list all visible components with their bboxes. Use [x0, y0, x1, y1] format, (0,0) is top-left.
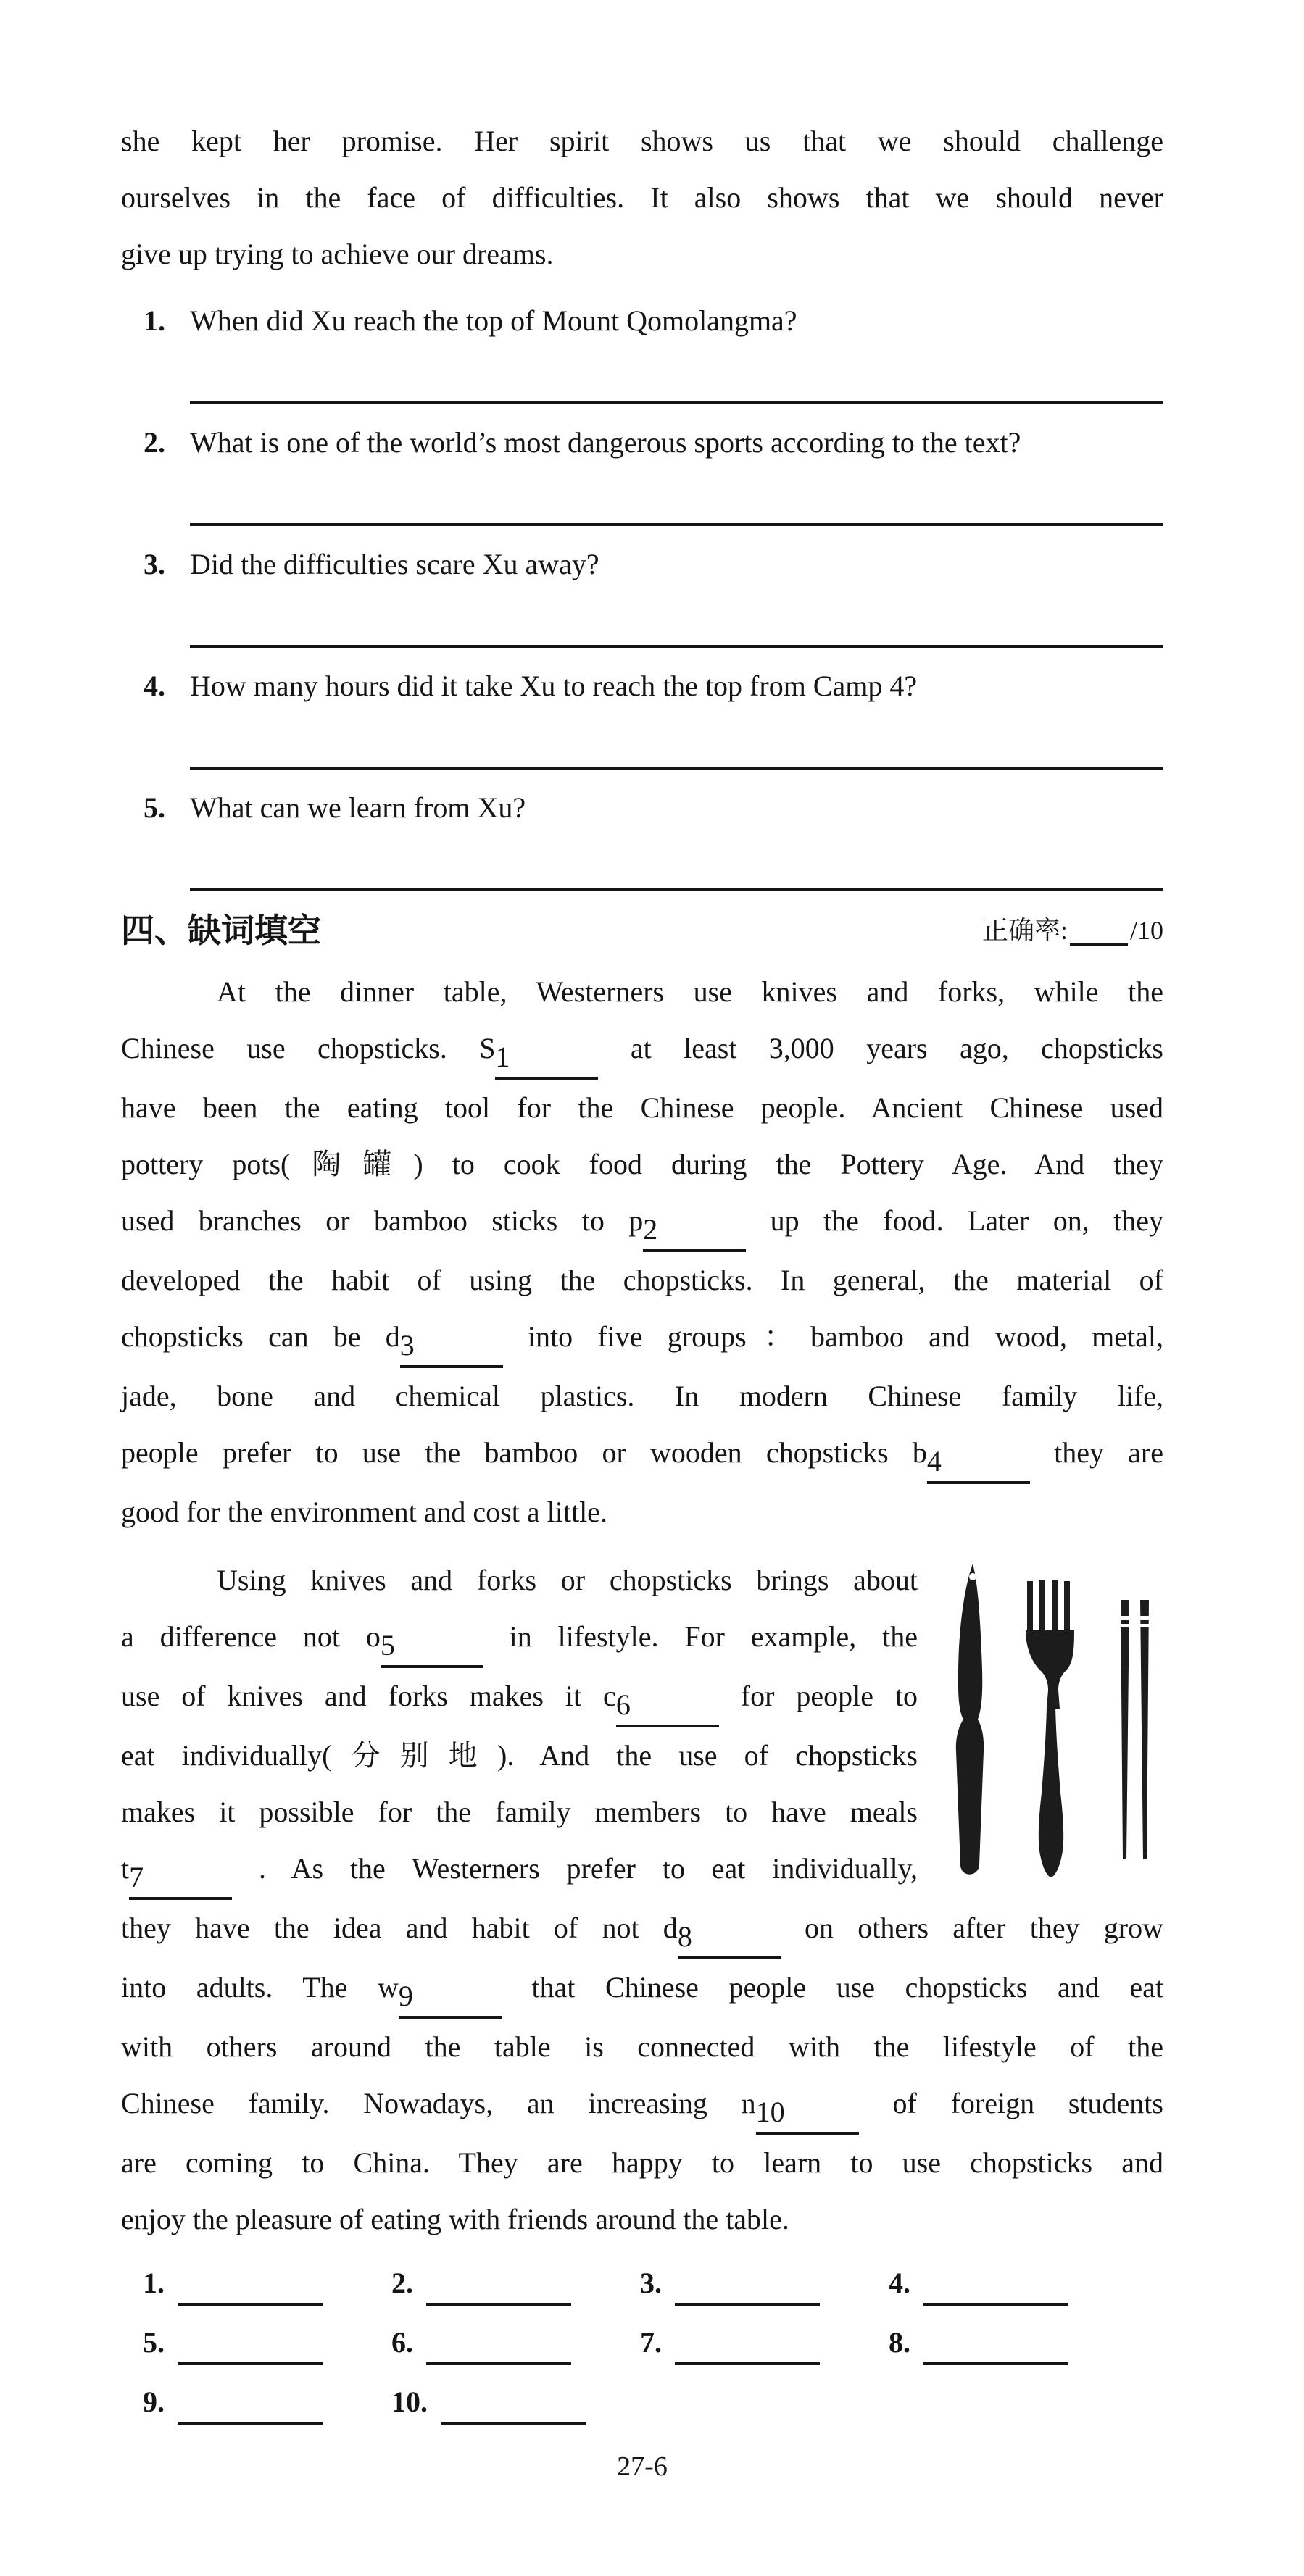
chopsticks-icon	[1120, 1600, 1150, 1859]
intro-paragraph	[121, 113, 1163, 283]
answer-number: 7.	[640, 2326, 662, 2359]
text-line	[121, 1136, 1163, 1193]
question-5	[144, 780, 1163, 836]
question-block-1	[121, 293, 1163, 404]
text-line	[121, 1193, 1163, 1252]
answer-blank	[675, 2320, 820, 2365]
answer-blank	[923, 2261, 1068, 2306]
passage-paragraph-2	[121, 1552, 1163, 2248]
question-1-text: When did Xu reach the top of Mount Qomolangma?	[190, 304, 797, 337]
cloze-blank-1: 1	[495, 1036, 598, 1080]
answer-number: 8.	[889, 2326, 910, 2359]
cloze-blank-3: 3	[400, 1325, 503, 1368]
question-block-2	[121, 414, 1163, 526]
text-run: chopsticks can be d	[121, 1320, 400, 1353]
question-5-answer-line	[190, 836, 1163, 891]
answer-number: 4.	[889, 2267, 910, 2299]
answer-item-4	[889, 2254, 1137, 2313]
text-run: that Chinese people use chopsticks and eat	[501, 1971, 1164, 2004]
answer-item-9	[143, 2372, 391, 2432]
text-run: they are	[1029, 1436, 1163, 1469]
text-run: developed the habit of using the chopsticks. In general, the material of	[121, 1264, 1163, 1296]
question-2	[144, 414, 1163, 471]
answer-item-10	[391, 2372, 640, 2432]
text-line	[121, 113, 1163, 170]
score-label: 正确率:	[981, 916, 1068, 945]
question-2-answer-line	[190, 471, 1163, 526]
answer-blank	[675, 2261, 820, 2306]
question-3-number: 3.	[144, 548, 165, 580]
text-run: they have the idea and habit of not d	[121, 1912, 678, 1944]
question-4	[144, 658, 1163, 714]
answer-number: 3.	[640, 2267, 662, 2299]
text-run: give up trying to achieve our dreams.	[121, 238, 554, 270]
answer-item-3	[640, 2254, 889, 2313]
text-run: for people to	[718, 1680, 918, 1712]
text-run: Chinese use chopsticks. S	[121, 1032, 496, 1064]
text-run: at least 3,000 years ago, chopsticks	[598, 1032, 1163, 1064]
answer-blank	[426, 2261, 571, 2306]
passage-paragraph-1	[121, 964, 1163, 1541]
text-line	[121, 2135, 1163, 2191]
question-3	[144, 536, 1163, 593]
answer-item-7	[640, 2313, 889, 2372]
text-run: . As the Westerners prefer to eat individually,	[232, 1852, 918, 1885]
text-run: use of knives and forks makes it c	[121, 1680, 616, 1712]
text-line	[121, 1484, 1163, 1541]
text-run: into five groups：bamboo and wood, metal,	[502, 1320, 1163, 1353]
question-1	[144, 293, 1163, 349]
text-line	[121, 1368, 1163, 1425]
text-run: are coming to China. They are happy to learn to use chopsticks and	[121, 2146, 1163, 2179]
answer-blank	[178, 2320, 323, 2365]
question-2-text: What is one of the world’s most dangerous sports according to the text?	[190, 426, 1021, 459]
cloze-blank-10: 10	[756, 2091, 859, 2135]
page-content	[121, 0, 1163, 2483]
cloze-blank-2: 2	[643, 1209, 746, 1252]
score-total: /10	[1129, 916, 1163, 945]
answer-blank	[441, 2380, 586, 2425]
text-run: of foreign students	[858, 2087, 1163, 2119]
answer-blank	[923, 2320, 1068, 2365]
text-run: with others around the table is connected with the lifestyle of the	[121, 2030, 1163, 2063]
text-run: on others after they grow	[780, 1912, 1164, 1944]
text-line	[121, 1309, 1163, 1368]
cutlery-illustration	[918, 1561, 1163, 1884]
cloze-blank-5: 5	[381, 1625, 483, 1668]
answer-item-6	[391, 2313, 640, 2372]
cloze-blank-7: 7	[129, 1856, 232, 1900]
text-line	[121, 2019, 1163, 2075]
text-run: pottery pots(陶罐) to cook food during the Pottery Age. And they	[121, 1148, 1163, 1180]
answer-item-5	[143, 2313, 391, 2372]
section-header	[121, 904, 1163, 952]
answer-item-2	[391, 2254, 640, 2313]
text-line	[121, 226, 1163, 283]
text-run: she kept her promise. Her spirit shows us that we should challenge	[121, 125, 1163, 157]
question-4-answer-line	[190, 714, 1163, 770]
question-1-answer-line	[190, 349, 1163, 404]
text-run: makes it possible for the family members to have meals	[121, 1796, 918, 1828]
question-3-answer-line	[190, 593, 1163, 648]
text-run: up the food. Later on, they	[746, 1204, 1163, 1237]
question-5-number: 5.	[144, 791, 165, 824]
text-run: ourselves in the face of difficulties. It also shows that we should never	[121, 181, 1163, 214]
text-line	[121, 1020, 1163, 1080]
text-line	[121, 1080, 1163, 1136]
answer-number: 2.	[391, 2267, 413, 2299]
answer-number: 6.	[391, 2326, 413, 2359]
text-line	[121, 2191, 1163, 2248]
text-run: into adults. The w	[121, 1971, 399, 2004]
answer-row	[121, 2313, 1163, 2372]
text-run: used branches or bamboo sticks to p	[121, 1204, 644, 1237]
text-run: a difference not o	[121, 1620, 381, 1653]
text-run: people prefer to use the bamboo or wooden chopsticks b	[121, 1436, 927, 1469]
question-block-4	[121, 658, 1163, 770]
text-line	[121, 1252, 1163, 1309]
text-line	[121, 964, 1163, 1020]
text-run: eat individually(分别地). And the use of chopsticks	[121, 1739, 918, 1772]
cloze-blank-6: 6	[616, 1684, 719, 1727]
question-1-number: 1.	[144, 304, 165, 337]
cloze-blank-4: 4	[927, 1441, 1030, 1484]
answer-item-1	[143, 2254, 391, 2313]
text-run: Using knives and forks or chopsticks brings about	[217, 1564, 918, 1596]
question-5-text: What can we learn from Xu?	[190, 791, 526, 824]
question-3-text: Did the difficulties scare Xu away?	[190, 548, 599, 580]
question-block-3	[121, 536, 1163, 648]
score-blank	[1070, 913, 1128, 946]
answer-number: 10.	[391, 2385, 428, 2418]
text-line	[121, 170, 1163, 226]
page-number: 27-6	[617, 2451, 668, 2482]
answer-sheet	[121, 2254, 1163, 2432]
answer-number: 9.	[143, 2385, 165, 2418]
answer-row	[121, 2254, 1163, 2313]
text-line	[121, 1900, 1163, 1959]
answer-blank	[426, 2320, 571, 2365]
answer-item-8	[889, 2313, 1137, 2372]
answer-number: 5.	[143, 2326, 165, 2359]
text-line	[121, 1959, 1163, 2019]
text-run: good for the environment and cost a little.	[121, 1496, 607, 1528]
answer-blank	[178, 2380, 323, 2425]
text-run: jade, bone and chemical plastics. In modern Chinese family life,	[121, 1380, 1163, 1412]
text-run: Chinese family. Nowadays, an increasing n	[121, 2087, 756, 2119]
score-area	[982, 909, 1163, 952]
section-title: 四、缺词填空	[121, 912, 321, 949]
answer-number: 1.	[143, 2267, 165, 2299]
cloze-blank-9: 9	[399, 1975, 502, 2019]
text-line	[121, 1425, 1163, 1484]
question-2-number: 2.	[144, 426, 165, 459]
text-run: enjoy the pleasure of eating with friends around the table.	[121, 2203, 789, 2235]
text-run: At the dinner table, Westerners use knives and forks, while the	[217, 975, 1163, 1008]
cloze-blank-8: 8	[678, 1916, 781, 1959]
fork-icon	[1026, 1580, 1074, 1877]
question-4-number: 4.	[144, 670, 165, 702]
text-run: t	[121, 1852, 130, 1885]
text-line	[121, 2075, 1163, 2135]
text-run: in lifestyle. For example, the	[483, 1620, 918, 1653]
answer-row	[121, 2372, 1163, 2432]
question-block-5	[121, 780, 1163, 891]
text-run: have been the eating tool for the Chinese people. Ancient Chinese used	[121, 1091, 1163, 1124]
answer-blank	[178, 2261, 323, 2306]
question-4-text: How many hours did it take Xu to reach the top from Camp 4?	[190, 670, 918, 702]
knife-icon	[956, 1564, 984, 1875]
